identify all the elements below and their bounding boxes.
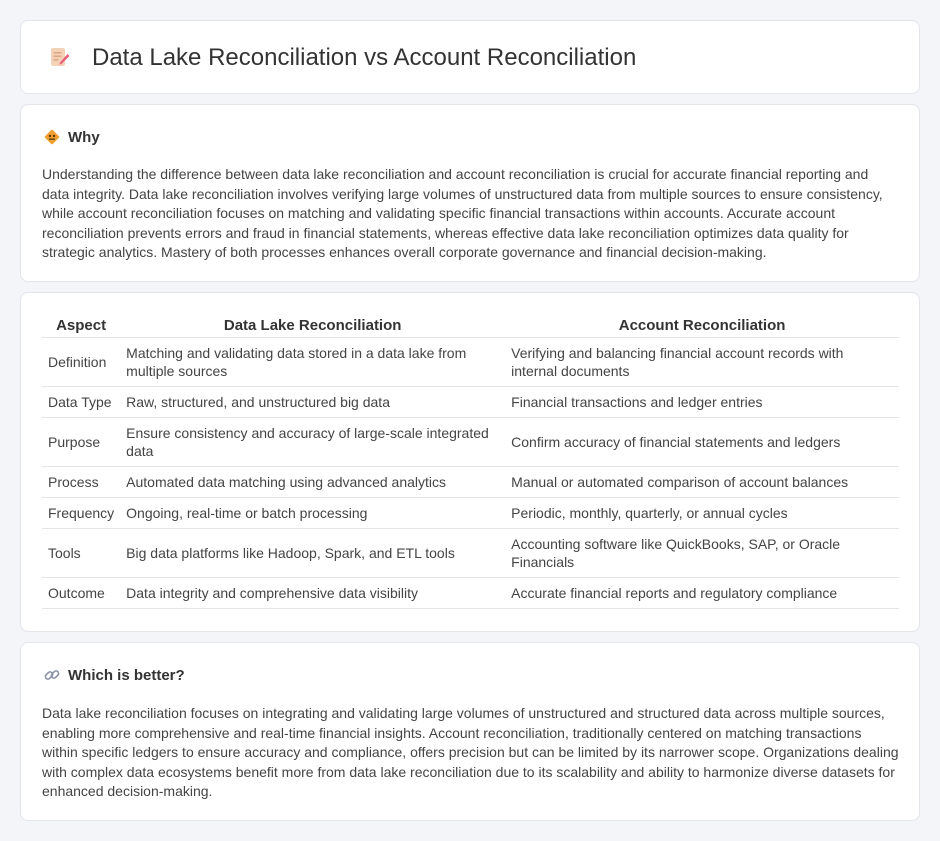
table-row xyxy=(42,466,899,497)
row-account: Accounting software like QuickBooks, SAP, or Oracle Financials xyxy=(505,528,899,577)
table-row xyxy=(42,577,899,608)
row-data-lake: Ensure consistency and accuracy of large-scale integrated data xyxy=(120,417,505,466)
row-data-lake: Big data platforms like Hadoop, Spark, and ETL tools xyxy=(120,528,505,577)
table-header-row xyxy=(42,315,899,337)
title-card xyxy=(20,20,920,94)
why-section xyxy=(20,104,920,282)
column-header-account: Account Reconciliation xyxy=(505,315,899,337)
row-aspect: Definition xyxy=(42,337,120,386)
row-aspect: Data Type xyxy=(42,386,120,417)
comparison-table-card xyxy=(20,292,920,632)
row-aspect: Outcome xyxy=(42,577,120,608)
table-row xyxy=(42,497,899,528)
document-pencil-icon xyxy=(47,45,71,69)
row-aspect: Tools xyxy=(42,528,120,577)
better-body: Data lake reconciliation focuses on integrating and validating large volumes of unstructured and structured data across multiple sources, enabling more comprehensive and real-time financial insights. Account reconciliation, traditionally centered on matching transactions within specific ledgers to ensure accuracy and compliance, offers precision but can be limited by its narrower scope. Organizations dealing with complex data ecosystems benefit more from data lake reconciliation due to its scalability and ability to harmonize diverse datasets for enhanced decision-making. xyxy=(42,705,899,800)
comparison-table xyxy=(42,315,899,609)
why-body: Understanding the difference between data lake reconciliation and account reconciliation is crucial for accurate financial reporting and data integrity. Data lake reconciliation involves verifying large volumes of unstructured data from multiple sources to ensure consistency, while account reconciliation focuses on matching and validating specific financial transactions within accounts. Accurate account reconciliation prevents errors and fraud in financial statements, whereas effective data lake reconciliation optimizes data quality for strategic analytics. Mastery of both processes enhances overall corporate governance and financial decision-making. xyxy=(42,166,883,261)
column-header-data-lake: Data Lake Reconciliation xyxy=(120,315,505,337)
row-data-lake: Matching and validating data stored in a data lake from multiple sources xyxy=(120,337,505,386)
table-row xyxy=(42,386,899,417)
row-data-lake: Data integrity and comprehensive data visibility xyxy=(120,577,505,608)
which-is-better-section xyxy=(20,642,920,821)
link-icon xyxy=(43,666,61,684)
row-account: Financial transactions and ledger entries xyxy=(505,386,899,417)
diamond-sign-icon xyxy=(43,128,61,146)
row-account: Manual or automated comparison of account balances xyxy=(505,466,899,497)
row-account: Verifying and balancing financial account records with internal documents xyxy=(505,337,899,386)
row-account: Periodic, monthly, quarterly, or annual cycles xyxy=(505,497,899,528)
page-title: Data Lake Reconciliation vs Account Reconciliation xyxy=(92,44,637,71)
row-aspect: Purpose xyxy=(42,417,120,466)
better-heading-row xyxy=(43,665,185,685)
row-account: Accurate financial reports and regulatory compliance xyxy=(505,577,899,608)
column-header-aspect: Aspect xyxy=(42,315,120,337)
row-aspect: Frequency xyxy=(42,497,120,528)
why-heading: Why xyxy=(68,128,100,146)
table-row xyxy=(42,417,899,466)
row-data-lake: Automated data matching using advanced analytics xyxy=(120,466,505,497)
table-row xyxy=(42,528,899,577)
row-account: Confirm accuracy of financial statements and ledgers xyxy=(505,417,899,466)
table-row xyxy=(42,337,899,386)
row-data-lake: Ongoing, real-time or batch processing xyxy=(120,497,505,528)
row-data-lake: Raw, structured, and unstructured big data xyxy=(120,386,505,417)
row-aspect: Process xyxy=(42,466,120,497)
better-heading: Which is better? xyxy=(68,666,185,684)
why-heading-row xyxy=(43,127,100,147)
